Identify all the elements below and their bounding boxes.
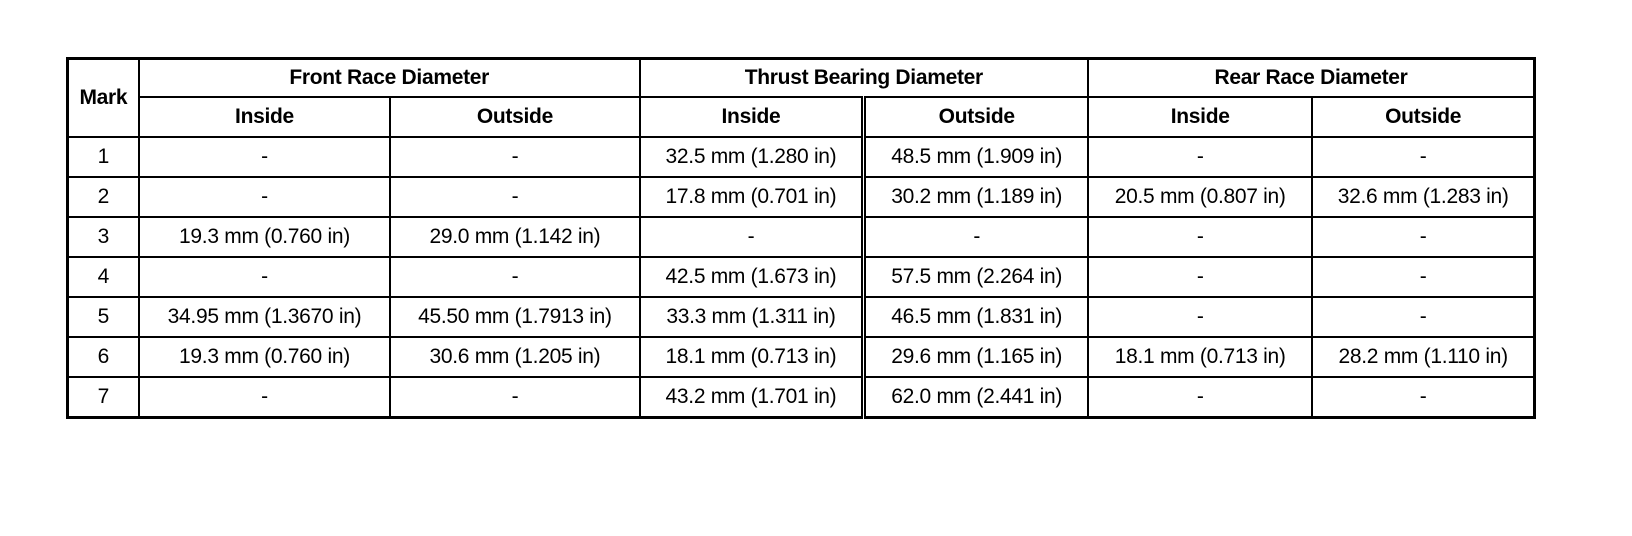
rear-outside-cell: - — [1312, 137, 1534, 177]
thrust-inside-header: Inside — [640, 97, 864, 137]
table-row — [68, 137, 1535, 177]
front-outside-cell: 30.6 mm (1.205 in) — [390, 337, 639, 377]
rear-outside-cell: - — [1312, 377, 1534, 418]
front-outside-cell: - — [390, 377, 639, 418]
thrust-outside-cell: 62.0 mm (2.441 in) — [864, 377, 1088, 418]
table-row — [68, 337, 1535, 377]
thrust-outside-header: Outside — [864, 97, 1088, 137]
front-inside-cell: - — [139, 177, 390, 217]
front-outside-cell: 29.0 mm (1.142 in) — [390, 217, 639, 257]
thrust-outside-cell: 57.5 mm (2.264 in) — [864, 257, 1088, 297]
thrust-outside-cell: 29.6 mm (1.165 in) — [864, 337, 1088, 377]
front-outside-header: Outside — [390, 97, 639, 137]
table-row — [68, 257, 1535, 297]
thrust-outside-cell: - — [864, 217, 1088, 257]
mark-cell: 7 — [68, 377, 139, 418]
rear-outside-cell: - — [1312, 257, 1534, 297]
front-outside-cell: 45.50 mm (1.7913 in) — [390, 297, 639, 337]
rear-inside-cell: 20.5 mm (0.807 in) — [1088, 177, 1312, 217]
thrust-inside-cell: - — [640, 217, 864, 257]
front-inside-cell: 19.3 mm (0.760 in) — [139, 217, 390, 257]
rear-race-diameter-header: Rear Race Diameter — [1088, 59, 1534, 98]
rear-outside-header: Outside — [1312, 97, 1534, 137]
mark-header: Mark — [68, 59, 139, 138]
front-inside-cell: - — [139, 137, 390, 177]
thrust-inside-cell: 17.8 mm (0.701 in) — [640, 177, 864, 217]
front-race-diameter-header: Front Race Diameter — [139, 59, 640, 98]
front-outside-cell: - — [390, 137, 639, 177]
rear-outside-cell: - — [1312, 217, 1534, 257]
thrust-inside-cell: 18.1 mm (0.713 in) — [640, 337, 864, 377]
table-row — [68, 377, 1535, 418]
table-row — [68, 217, 1535, 257]
rear-outside-cell: 32.6 mm (1.283 in) — [1312, 177, 1534, 217]
front-inside-cell: 19.3 mm (0.760 in) — [139, 337, 390, 377]
table-row — [68, 177, 1535, 217]
mark-cell: 4 — [68, 257, 139, 297]
mark-cell: 6 — [68, 337, 139, 377]
mark-cell: 3 — [68, 217, 139, 257]
mark-cell: 5 — [68, 297, 139, 337]
mark-cell: 1 — [68, 137, 139, 177]
thrust-outside-cell: 30.2 mm (1.189 in) — [864, 177, 1088, 217]
rear-inside-cell: 18.1 mm (0.713 in) — [1088, 337, 1312, 377]
rear-outside-cell: - — [1312, 297, 1534, 337]
thrust-inside-cell: 33.3 mm (1.311 in) — [640, 297, 864, 337]
front-inside-cell: 34.95 mm (1.3670 in) — [139, 297, 390, 337]
rear-inside-cell: - — [1088, 257, 1312, 297]
thrust-inside-cell: 43.2 mm (1.701 in) — [640, 377, 864, 418]
rear-inside-cell: - — [1088, 297, 1312, 337]
front-inside-cell: - — [139, 377, 390, 418]
front-inside-cell: - — [139, 257, 390, 297]
rear-inside-header: Inside — [1088, 97, 1312, 137]
front-inside-header: Inside — [139, 97, 390, 137]
table-row — [68, 297, 1535, 337]
rear-inside-cell: - — [1088, 377, 1312, 418]
thrust-bearing-diameter-header: Thrust Bearing Diameter — [640, 59, 1088, 98]
thrust-outside-cell: 46.5 mm (1.831 in) — [864, 297, 1088, 337]
mark-cell: 2 — [68, 177, 139, 217]
bearing-race-diameter-table — [66, 57, 1536, 419]
rear-inside-cell: - — [1088, 217, 1312, 257]
group-header-row — [68, 59, 1535, 98]
thrust-outside-cell: 48.5 mm (1.909 in) — [864, 137, 1088, 177]
thrust-inside-cell: 42.5 mm (1.673 in) — [640, 257, 864, 297]
thrust-inside-cell: 32.5 mm (1.280 in) — [640, 137, 864, 177]
subheader-row — [68, 97, 1535, 137]
rear-outside-cell: 28.2 mm (1.110 in) — [1312, 337, 1534, 377]
front-outside-cell: - — [390, 257, 639, 297]
front-outside-cell: - — [390, 177, 639, 217]
rear-inside-cell: - — [1088, 137, 1312, 177]
